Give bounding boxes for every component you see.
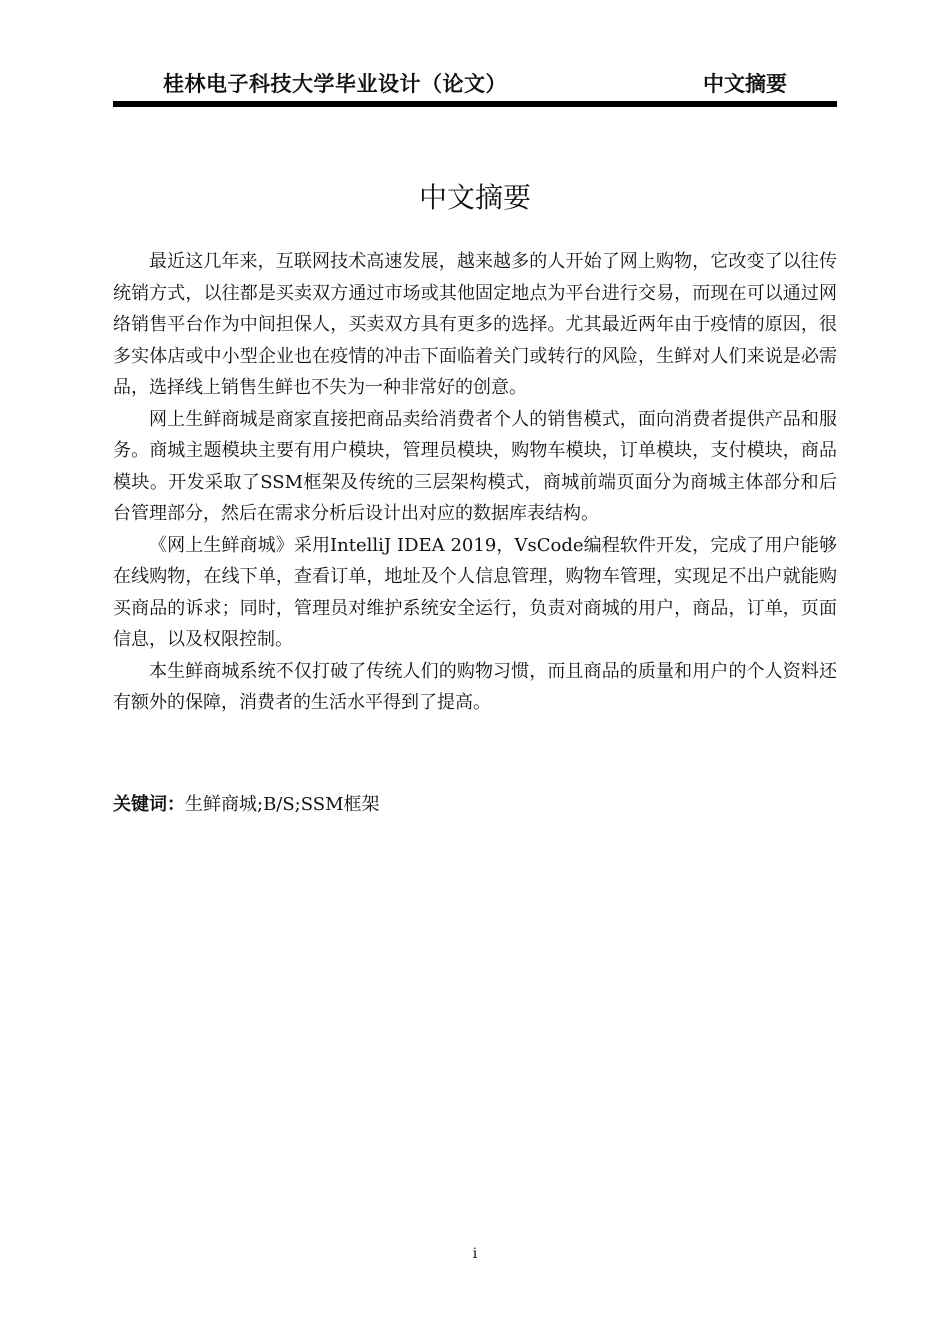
page-header [113,68,837,98]
abstract-body [113,246,837,719]
page-title: 中文摘要 [418,181,531,214]
keywords-line [113,791,837,819]
abstract-paragraph-2: 网上生鲜商城是商家直接把商品卖给消费者个人的销售模式，面向消费者提供产品和服务。商城主题模块主要有用户模块，管理员模块，购物车模块，订单模块，支付模块，商品模块。开发采取了SSM框架及传统的三层架构模式，商城前端页面分为商城主体部分和后台管理部分，然后在需求分析后设计出对应的数据库表结构。 [113,408,837,524]
abstract-paragraph-3: 《网上生鲜商城》采用IntelliJ IDEA 2019，VsCode编程软件开发，完成了用户能够在线购物，在线下单，查看订单，地址及个人信息管理，购物车管理，实现足不出户就能购买商品的诉求；同时，管理员对维护系统安全运行，负责对商城的用户，商品，订单，页面信息，以及权限控制。 [113,534,837,650]
header-divider [113,101,837,107]
abstract-paragraph-4: 本生鲜商城系统不仅打破了传统人们的购物习惯，而且商品的质量和用户的个人资料还有额外的保障，消费者的生活水平得到了提高。 [113,660,837,713]
header-section-title: 中文摘要 [703,71,787,96]
page-number: i [472,1246,478,1262]
keywords-value: 生鲜商城;B/S;SSM框架 [185,794,380,815]
header-school-title: 桂林电子科技大学毕业设计（论文） [163,71,507,96]
keywords-label: 关键词： [113,794,185,815]
abstract-paragraph-1: 最近这几年来，互联网技术高速发展，越来越多的人开始了网上购物，它改变了以往传统销方式，以往都是买卖双方通过市场或其他固定地点为平台进行交易，而现在可以通过网络销售平台作为中间担保人，买卖双方具有更多的选择。尤其最近两年由于疫情的原因，很多实体店或中小型企业也在疫情的冲击下面临着关门或转行的风险，生鲜对人们来说是必需品，选择线上销售生鲜也不失为一种非常好的创意。 [113,251,837,398]
